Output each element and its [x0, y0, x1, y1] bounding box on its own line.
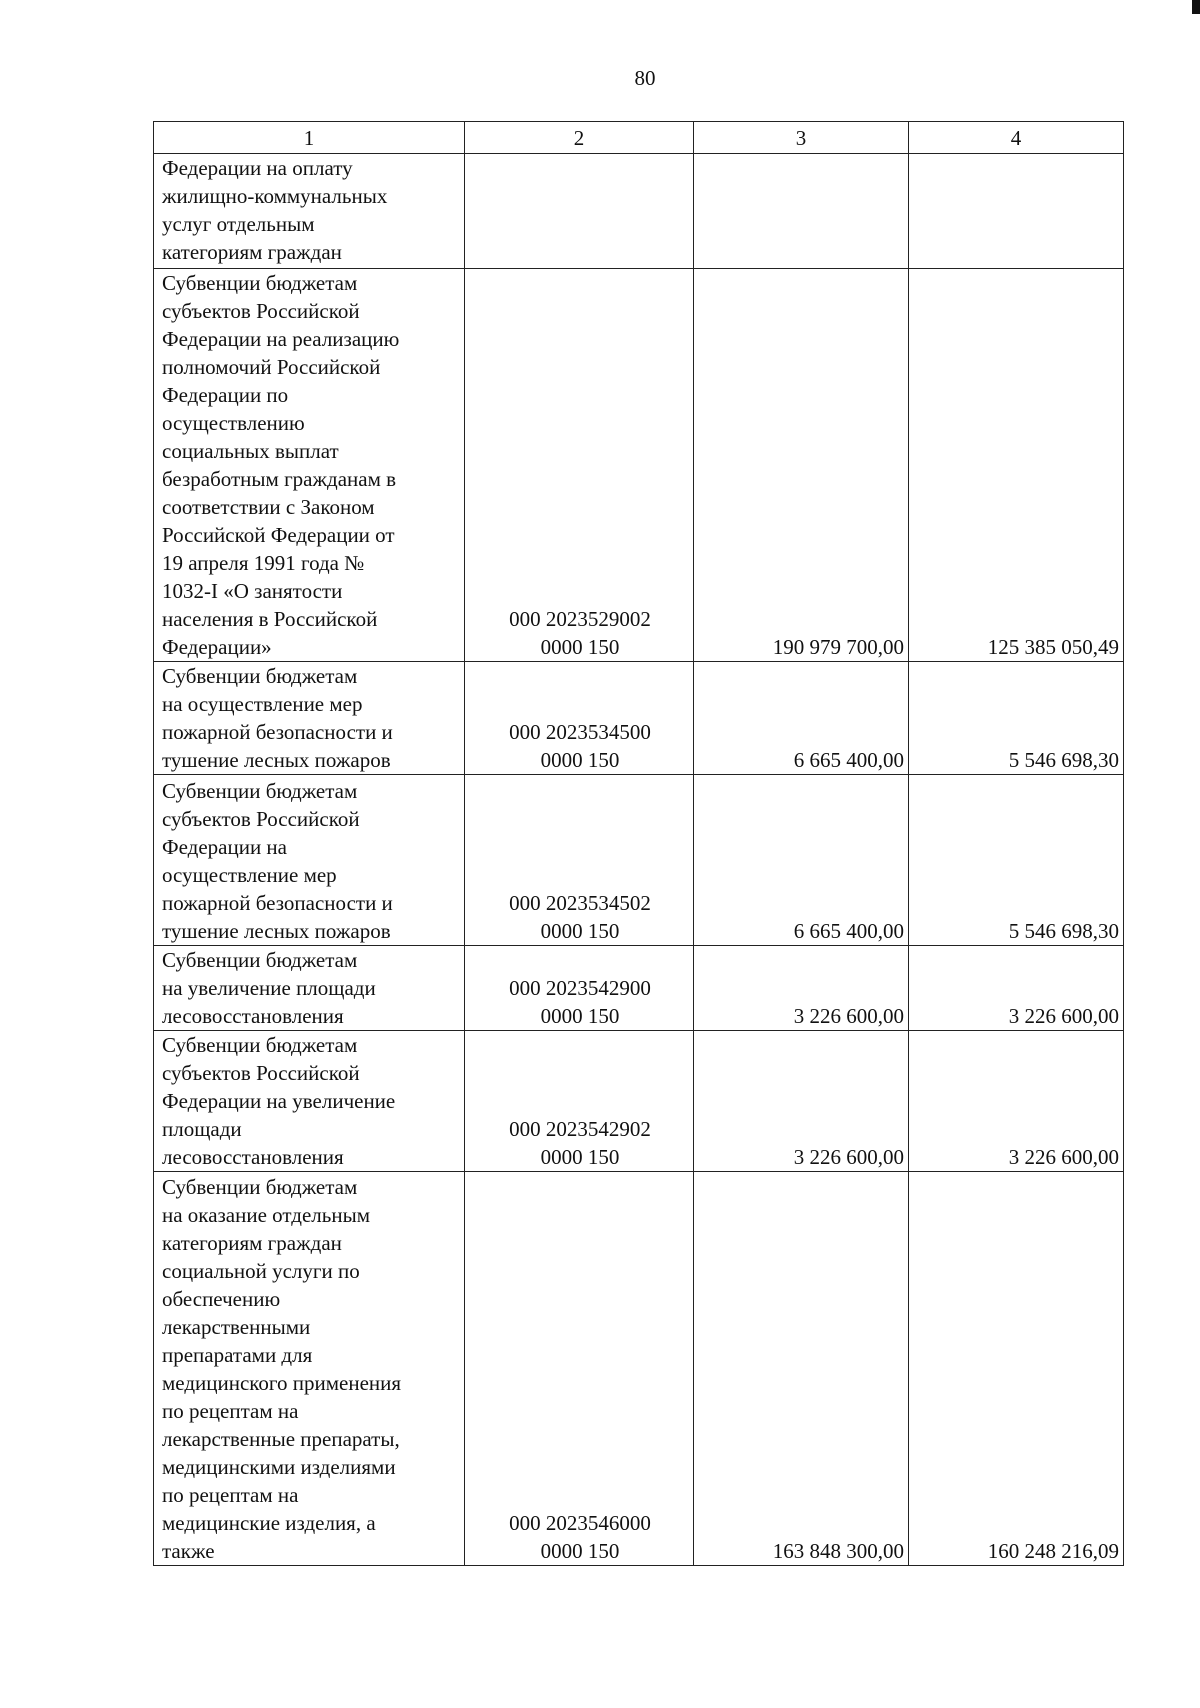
- row-name-cell: Субвенции бюджетам на оказание отдельным категориям граждан социальной услуги по обеспечению лекарственными препаратами для медицинского применения по рецептам на лекарственные препараты, медицинскими изделиями по рецептам на медицинские изделия, а также: [154, 1172, 465, 1566]
- row-value-col4: 5 546 698,30: [909, 662, 1124, 775]
- row-value-col3: [694, 154, 909, 269]
- row-code-cell: 000 2023529002 0000 150: [465, 269, 694, 662]
- row-value-col4: 125 385 050,49: [909, 269, 1124, 662]
- header-cell-1: 1: [154, 122, 465, 154]
- row-name-cell: Субвенции бюджетам субъектов Российской Федерации на осуществление мер пожарной безопасности и тушение лесных пожаров: [154, 775, 465, 946]
- row-name-cell: Федерации на оплату жилищно-коммунальных услуг отдельным категориям граждан: [154, 154, 465, 269]
- table-row: [154, 1031, 1124, 1172]
- row-value-col4: 5 546 698,30: [909, 775, 1124, 946]
- row-value-col3: 6 665 400,00: [694, 662, 909, 775]
- row-name-cell: Субвенции бюджетам на осуществление мер пожарной безопасности и тушение лесных пожаров: [154, 662, 465, 775]
- row-name-cell: Субвенции бюджетам на увеличение площади лесовосстановления: [154, 946, 465, 1031]
- row-value-col4: 160 248 216,09: [909, 1172, 1124, 1566]
- table-row: [154, 662, 1124, 775]
- row-value-col4: 3 226 600,00: [909, 1031, 1124, 1172]
- row-value-col4: [909, 154, 1124, 269]
- row-code-cell: 000 2023534502 0000 150: [465, 775, 694, 946]
- row-code-cell: 000 2023542900 0000 150: [465, 946, 694, 1031]
- scan-edge-mark: [1192, 0, 1200, 14]
- table-row: [154, 154, 1124, 269]
- row-value-col3: 3 226 600,00: [694, 946, 909, 1031]
- header-cell-3: 3: [694, 122, 909, 154]
- table-row: [154, 1172, 1124, 1566]
- row-code-cell: 000 2023534500 0000 150: [465, 662, 694, 775]
- row-name-cell: Субвенции бюджетам субъектов Российской Федерации на реализацию полномочий Российской Федерации по осуществлению социальных выплат безработным гражданам в соответствии с Законом Российской Федерации от 19 апреля 1991 года № 1032-I «О занятости населения в Российской Федерации»: [154, 269, 465, 662]
- row-code-cell: 000 2023542902 0000 150: [465, 1031, 694, 1172]
- page-number: 80: [634, 66, 656, 90]
- row-value-col4: 3 226 600,00: [909, 946, 1124, 1031]
- table-row: [154, 946, 1124, 1031]
- row-value-col3: 3 226 600,00: [694, 1031, 909, 1172]
- budget-table: [153, 121, 1124, 1566]
- row-code-cell: 000 2023546000 0000 150: [465, 1172, 694, 1566]
- row-value-col3: 6 665 400,00: [694, 775, 909, 946]
- table-row: [154, 775, 1124, 946]
- row-value-col3: 190 979 700,00: [694, 269, 909, 662]
- header-cell-2: 2: [465, 122, 694, 154]
- header-cell-4: 4: [909, 122, 1124, 154]
- row-code-cell: [465, 154, 694, 269]
- row-name-cell: Субвенции бюджетам субъектов Российской Федерации на увеличение площади лесовосстановления: [154, 1031, 465, 1172]
- row-value-col3: 163 848 300,00: [694, 1172, 909, 1566]
- table-row: [154, 269, 1124, 662]
- table-header-row: [154, 122, 1124, 154]
